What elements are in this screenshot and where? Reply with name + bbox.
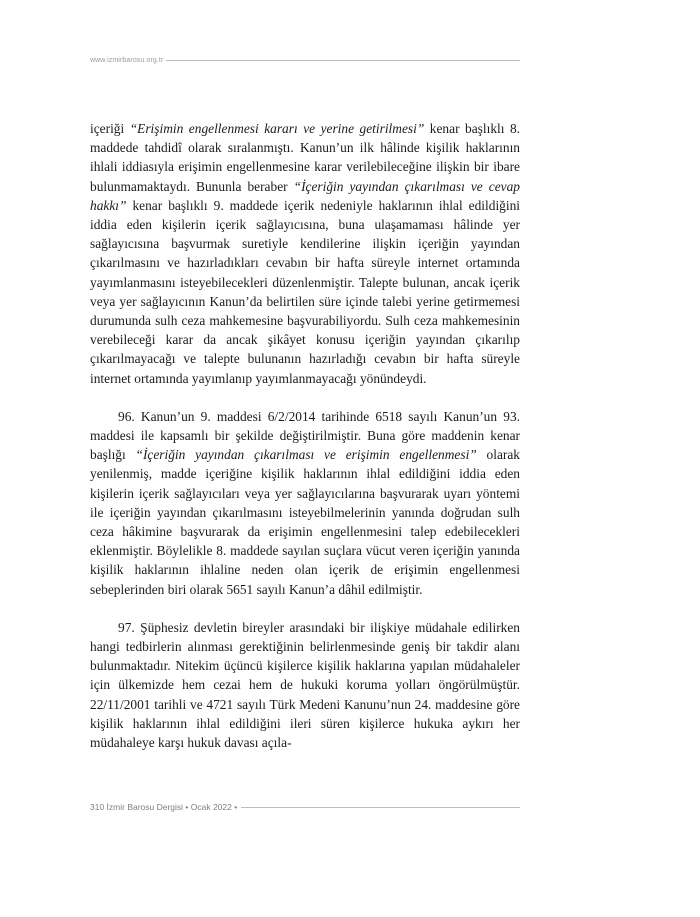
text-run: kenar başlıklı 8. maddede tahdidî olarak sıralanmıştı. Kanun’un ilk hâlinde kişilik haklarının ihlali iddiasıyla erişimin engellenmesine karar verilebileceğine ilişkin bir ibare bulunmamaktaydı. Bununla beraber: [90, 121, 521, 194]
paragraph-97: [90, 618, 520, 752]
text-run: olarak yenilenmiş, madde içeriğine kişilik haklarının ihlal edildiğini iddia eden kişilerin içerik sağlayıcıları veya yer sağlayıcılarına başvurarak uyarı yöntemi ile içeriğin yayından çıkarılmasını isteyebilmelerinin yanında doğrudan sulh ceza hâkimine başvurarak da erişimin engellenmesini talep edebilecekleri eklenmiştir. Böylelikle 8. maddede sayılan suçlara vücut veren içeriğin yanında kişilik haklarının ihlaline neden olan içerik de erişimin engellenmesi sebeplerinden biri olarak 5651 sayılı Kanun’a dâhil edilmiştir.: [90, 447, 520, 597]
italic-run: “Erişimin engellenmesi kararı ve yerine getirilmesi”: [129, 121, 425, 136]
text-run: 97. Şüphesiz devletin bireyler arasındaki bir ilişkiye müdahale edilirken hangi tedbirlerin alınması gerektiğinin belirlenmesinde geniş bir takdir alanı bulunmaktadır. Nitekim üçüncü kişilerce kişilik haklarına yapılan müdahaleler için ülkemizde hem cezai hem de hukuki koruma yolları öngörülmüştür. 22/11/2001 tarihli ve 4721 sayılı Türk Medeni Kanunu’nun 24. maddesine göre kişilik haklarının ihlal edildiğini ileri süren kişilerce hukuka aykırı her müdahaleye karşı hukuk davası açıla-: [90, 619, 520, 751]
italic-run: “İçeriğin yayından çıkarılması ve erişimin engellenmesi”: [135, 447, 477, 463]
text-run: içeriği: [90, 121, 130, 136]
footer-rule: [241, 807, 520, 808]
page-header: [90, 53, 520, 67]
paragraph-continued: [90, 119, 520, 388]
footer-text: 310 İzmir Barosu Dergisi • Ocak 2022 •: [90, 802, 238, 812]
text-run: 96. Kanun’un 9. maddesi 6/2/2014 tarihinde 6518 sayılı Kanun’un 93. maddesi ile kapsamlı bir şekilde değiştirilmiştir. Buna göre maddenin kenar başlığı: [90, 408, 520, 463]
page-footer: [90, 800, 520, 814]
body-text: [90, 119, 520, 752]
header-url: www.izmirbarosu.org.tr: [90, 56, 164, 64]
text-run: kenar başlıklı 9. maddede içerik nedeniyle haklarının ihlal edildiğini iddia eden kişilerin içerik sağlayıcısına, buna ulaşamaması hâlinde yer sağlayıcısına başvurmak suretiyle kendilerine ilişkin içeriğin yayından çıkarılmasını ve hazırladıkları cevabın bir hafta süreyle internet ortamında yayımlanmasını isteyebilecekleri düzenlenmiştir. Talepte bulunan, ancak içerik veya yer sağlayıcının Kanun’da belirtilen süre içinde talebi yerine getirmemesi durumunda sulh ceza mahkemesine başvurabiliyordu. Sulh ceza mahkemesinin verebileceği karar da ancak şikâyet konusu içeriğin yayından çıkarılıp çıkarılmayacağı ve talepte bulunanın hazırladığı cevabın bir hafta süreyle internet ortamında yayımlanıp yayımlanmayacağı yönündeydi.: [90, 197, 520, 386]
header-rule: [166, 60, 520, 61]
paragraph-96: [90, 407, 520, 599]
italic-run: “İçeriğin yayından çıkarılması ve cevap hakkı”: [90, 178, 520, 213]
